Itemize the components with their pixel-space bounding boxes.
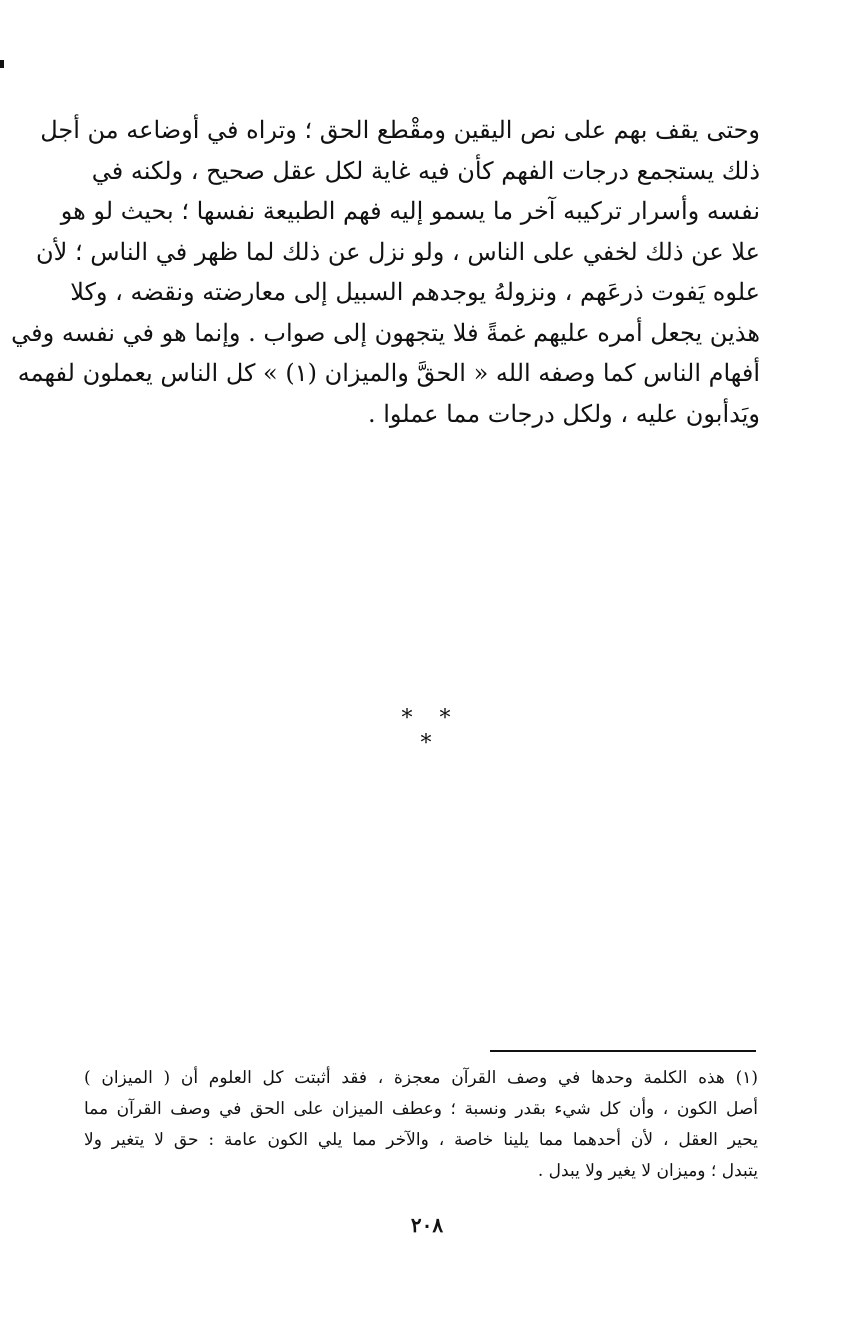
main-text-line: ويَدأبون عليه ، ولكل درجات مما عملوا . bbox=[368, 399, 760, 428]
main-text-line: نفسه وأسرار تركيبه آخر ما يسمو إليه فهم الطبيعة نفسها ؛ بحيث لو هو bbox=[60, 197, 760, 225]
main-text-line: علوه يَفوت ذرعَهم ، ونزولهُ يوجدهم السبيل إلى معارضته ونقضه ، وكلا bbox=[70, 278, 760, 306]
footnote-rule bbox=[490, 1050, 756, 1052]
main-text-line: ذلك يستجمع درجات الفهم كأن فيه غاية لكل عقل صحيح ، ولكنه في bbox=[91, 156, 760, 185]
footnote-line: يتبدل ؛ وميزان لا يغير ولا يبدل . bbox=[537, 1161, 758, 1181]
footnote-block bbox=[84, 1063, 758, 1187]
main-text-line: أفهام الناس كما وصفه الله « الحقَّ والميزان (١) » كل الناس يعملون لفهمه bbox=[17, 359, 760, 387]
main-text-line: هذين يجعل أمره عليهم غمةً فلا يتجهون إلى صواب . وإنما هو في نفسه وفي bbox=[11, 318, 760, 347]
footnote-line: أصل الكون ، وأن كل شيء بقدر ونسبة ؛ وعطف الميزان على الحق في وصف القرآن مما bbox=[84, 1099, 758, 1119]
page-number: ٢٠٨ bbox=[410, 1213, 444, 1237]
main-text-line: وحتى يقف بهم على نص اليقين ومقْطع الحق ؛ وتراه في أوضاعه من أجل bbox=[40, 116, 760, 144]
footnote-line: (١) هذه الكلمة وحدها في وصف القرآن معجزة ، فقد أثبتت كل العلوم أن ( الميزان ) bbox=[84, 1068, 758, 1088]
main-text-block bbox=[11, 110, 760, 434]
main-text-line: علا عن ذلك لخفي على الناس ، ولو نزل عن ذلك لما ظهر في الناس ؛ لأن bbox=[36, 237, 760, 266]
scan-edge-mark bbox=[0, 60, 4, 68]
section-separator: * * * bbox=[401, 706, 461, 756]
footnote-line: يحير العقل ، لأن أحدهما مما يلينا خاصة ، والآخر مما يلي الكون عامة : حق لا يتغير ولا bbox=[84, 1130, 758, 1150]
